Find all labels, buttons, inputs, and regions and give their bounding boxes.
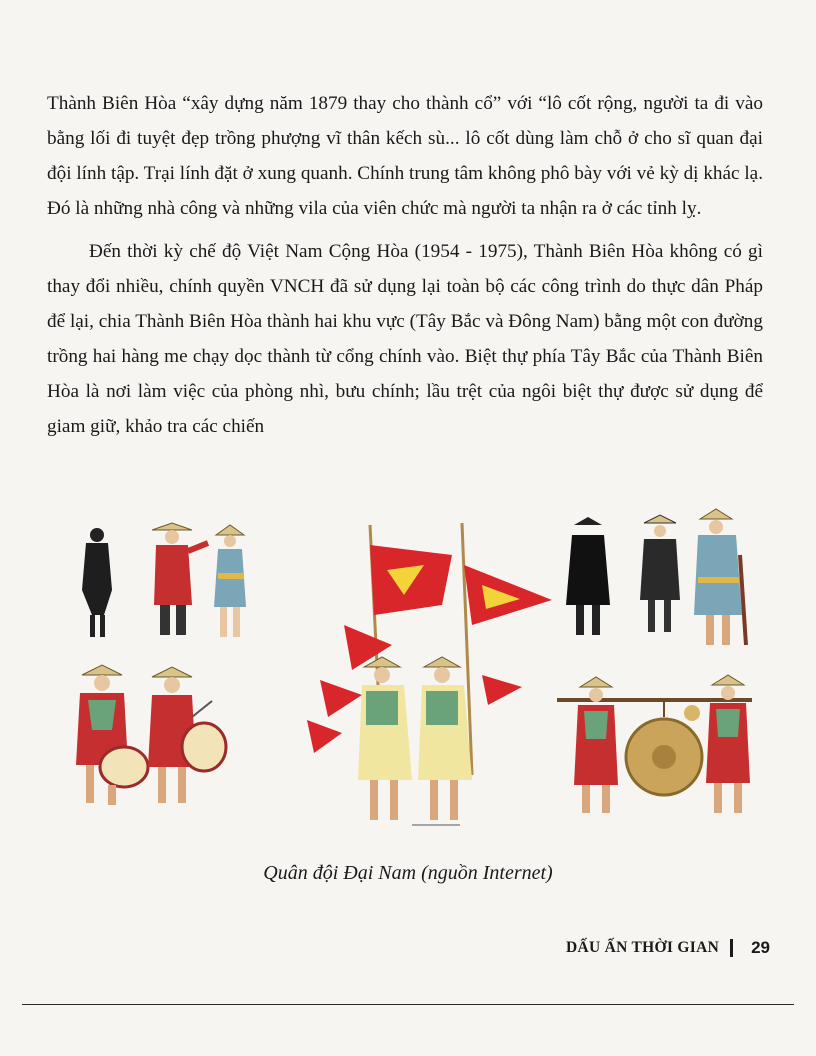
soldiers-illustration bbox=[52, 495, 772, 845]
soldier-blue-coat bbox=[214, 525, 246, 637]
soldier-black-3 bbox=[640, 515, 680, 632]
page-number: 29 bbox=[751, 938, 770, 957]
paragraph-2: Đến thời kỳ chế độ Việt Nam Cộng Hòa (1954 - 1975), Thành Biên Hòa không có gì thay đổi nhiều, chính quyền VNCH đã sử dụng lại toàn bộ các công trình do thực dân Pháp để lại, chia Thành Biên Hòa thành hai khu vực (Tây Bắc và Đông Nam) bằng một con đường trồng hai hàng me chạy dọc thành từ cổng chính vào. Biệt thự phía Tây Bắc của Thành Biên Hòa là nơi làm việc của phòng nhì, bưu chính; lầu trệt của ngôi biệt thự được sử dụng để giam giữ, khảo tra các chiến bbox=[47, 241, 763, 437]
soldier-red-coat bbox=[152, 523, 208, 635]
running-footer bbox=[566, 938, 770, 958]
gong-carriers bbox=[557, 675, 752, 813]
running-title: DẤU ẤN THỜI GIAN bbox=[566, 939, 720, 956]
paragraph-1: Thành Biên Hòa “xây dựng năm 1879 thay cho thành cổ” với “lô cốt rộng, người ta đi vào bằng lối đi tuyệt đẹp trồng phượng vĩ thân kếch sù... lô cốt dùng làm chỗ ở cho sĩ quan đại đội lính tập. Trại lính đặt ở xung quanh. Chính trung tâm không phô bày với vẻ kỳ dị khác lạ. Đó là những nhà công và những vila của viên chức mà người ta nhận ra ở các tỉnh lỵ. bbox=[47, 93, 763, 219]
bottom-rule bbox=[22, 1004, 794, 1005]
drummer-1 bbox=[76, 665, 148, 805]
soldier-black-2 bbox=[566, 517, 610, 635]
illustration-dai-nam-army bbox=[52, 495, 772, 845]
figure-caption: Quân đội Đại Nam (nguồn Internet) bbox=[263, 862, 553, 884]
separator-bar bbox=[730, 939, 733, 957]
drummer-2 bbox=[148, 667, 226, 803]
soldier-blue-rifle bbox=[694, 509, 746, 645]
flag-bearers bbox=[307, 523, 552, 825]
body-text bbox=[47, 86, 763, 444]
soldier-black-1 bbox=[82, 528, 112, 637]
